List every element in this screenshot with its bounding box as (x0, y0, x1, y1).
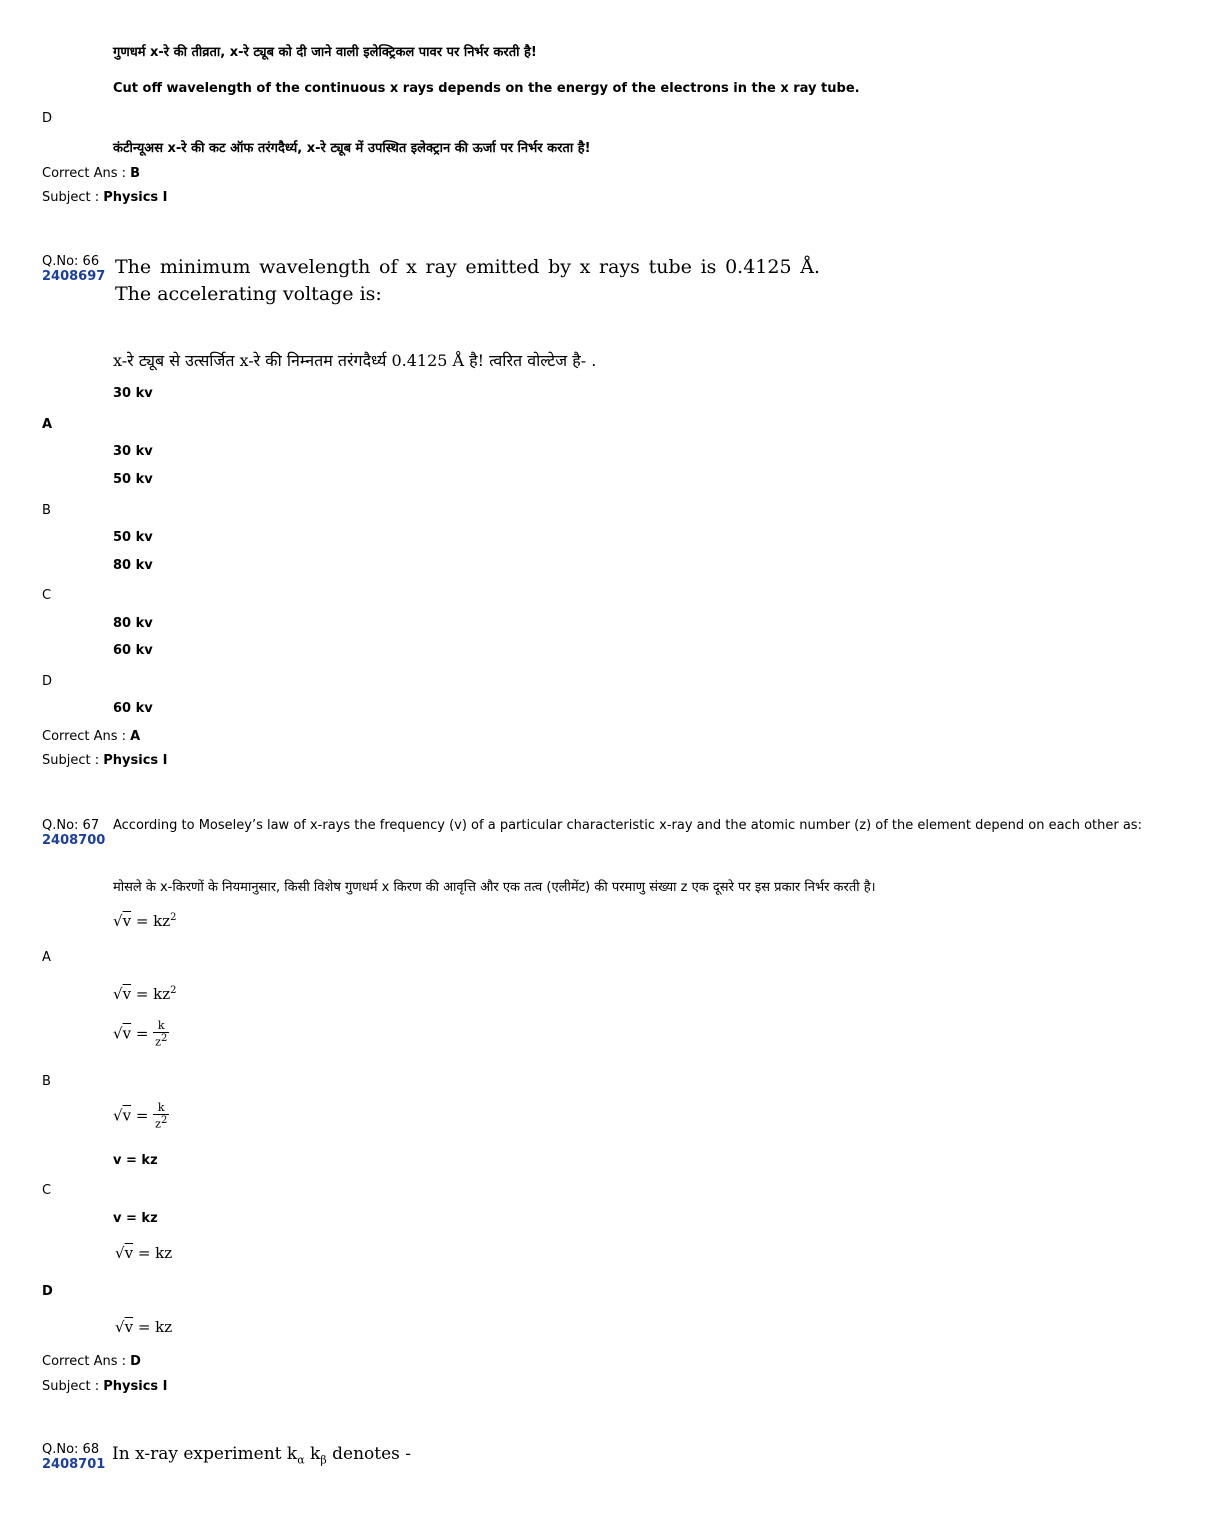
option-d-math-hi: √v = kz (115, 1318, 173, 1336)
option-c-en: v = kz (113, 1153, 158, 1168)
correct-answer-value: B (130, 166, 141, 181)
subject-value: Physics I (103, 753, 168, 768)
question-id: 2408701 (42, 1457, 106, 1472)
question-text-en: In x-ray experiment $k_\alpha$ $k_\beta$ denotes - (112, 1444, 412, 1467)
question-number: Q.No: 66 2408697 (42, 254, 106, 284)
option-c-hi: v = kz (113, 1211, 158, 1226)
question-id: 2408697 (42, 269, 106, 284)
option-a-hi: 30 kv (113, 444, 153, 459)
option-b-math-hi: √v = $\frac{k}{z^2}$ (113, 1101, 168, 1131)
option-d-math-en: √v = kz (115, 1244, 173, 1262)
correct-answer: Correct Ans : B (42, 166, 141, 181)
question-id: 2408700 (42, 833, 106, 848)
option-c-hi: 80 kv (113, 616, 153, 631)
question-number: Q.No: 68 2408701 (42, 1442, 106, 1472)
correct-answer: Correct Ans : D (42, 1354, 141, 1369)
option-d-hindi: कंटीन्यूअस x-रे की कट ऑफ तरंगदैर्ध्य, x-रे ट्यूब में उपस्थित इलेक्ट्रान की ऊर्जा पर निर्भर करता है! (113, 141, 591, 156)
option-label-d[interactable]: D (42, 674, 53, 689)
correct-answer: Correct Ans : A (42, 729, 141, 744)
option-a-en: 30 kv (113, 386, 153, 401)
option-b-en: 50 kv (113, 472, 153, 487)
subject-value: Physics I (103, 190, 168, 205)
option-d-english: Cut off wavelength of the continuous x rays depends on the energy of the electrons in the x ray tube. (113, 81, 860, 96)
subject: Subject : Physics I (42, 190, 168, 205)
option-b-math-en: √v = $\frac{k}{z^2}$ (113, 1019, 168, 1049)
correct-answer-value: D (130, 1354, 141, 1369)
question-number: Q.No: 67 2408700 (42, 818, 106, 848)
subject-value: Physics I (103, 1379, 168, 1394)
option-label-a[interactable]: A (42, 950, 51, 965)
option-label-c[interactable]: C (42, 588, 52, 603)
option-label-c[interactable]: C (42, 1183, 52, 1198)
subject: Subject : Physics I (42, 753, 168, 768)
hindi-statement: गुणधर्म x-रे की तीव्रता, x-रे ट्यूब को दी जाने वाली इलेक्ट्रिकल पावर पर निर्भर करती है! (113, 45, 537, 60)
question-text-en: The minimum wavelength of x ray emitted by x rays tube is 0.4125 Å. The accelerating voltage is: (115, 256, 820, 305)
option-c-en: 80 kv (113, 558, 153, 573)
option-a-math-en: $√v = kz^2$ (113, 912, 177, 930)
correct-answer-value: A (130, 729, 141, 744)
option-label-d: D (42, 111, 53, 126)
question-text-hi: मोसले के x-किरणों के नियमानुसार, किसी विशेष गुणधर्म x किरण की आवृत्ति और एक तत्व (एलीमेंट) की परमाणु संख्या z एक दूसरे पर इस प्रकार निर्भर करती है। (113, 880, 876, 895)
option-d-en: 60 kv (113, 643, 153, 658)
option-label-d[interactable]: D (42, 1284, 53, 1299)
option-label-a[interactable]: A (42, 417, 53, 432)
option-label-b[interactable]: B (42, 1074, 51, 1089)
question-text-en: According to Moseley’s law of x-rays the frequency (v) of a particular characteristic x-ray and the atomic number (z) of the element depend on each other as: (113, 818, 1142, 833)
subject: Subject : Physics I (42, 1379, 168, 1394)
option-b-hi: 50 kv (113, 530, 153, 545)
option-label-b[interactable]: B (42, 503, 51, 518)
option-d-hi: 60 kv (113, 701, 153, 716)
question-text-hi: x-रे ट्यूब से उत्सर्जित x-रे की निम्नतम तरंगदैर्ध्य 0.4125 Å है! त्वरित वोल्टेज है- . (113, 351, 597, 370)
option-a-math-hi: $√v = kz^2$ (113, 985, 177, 1003)
